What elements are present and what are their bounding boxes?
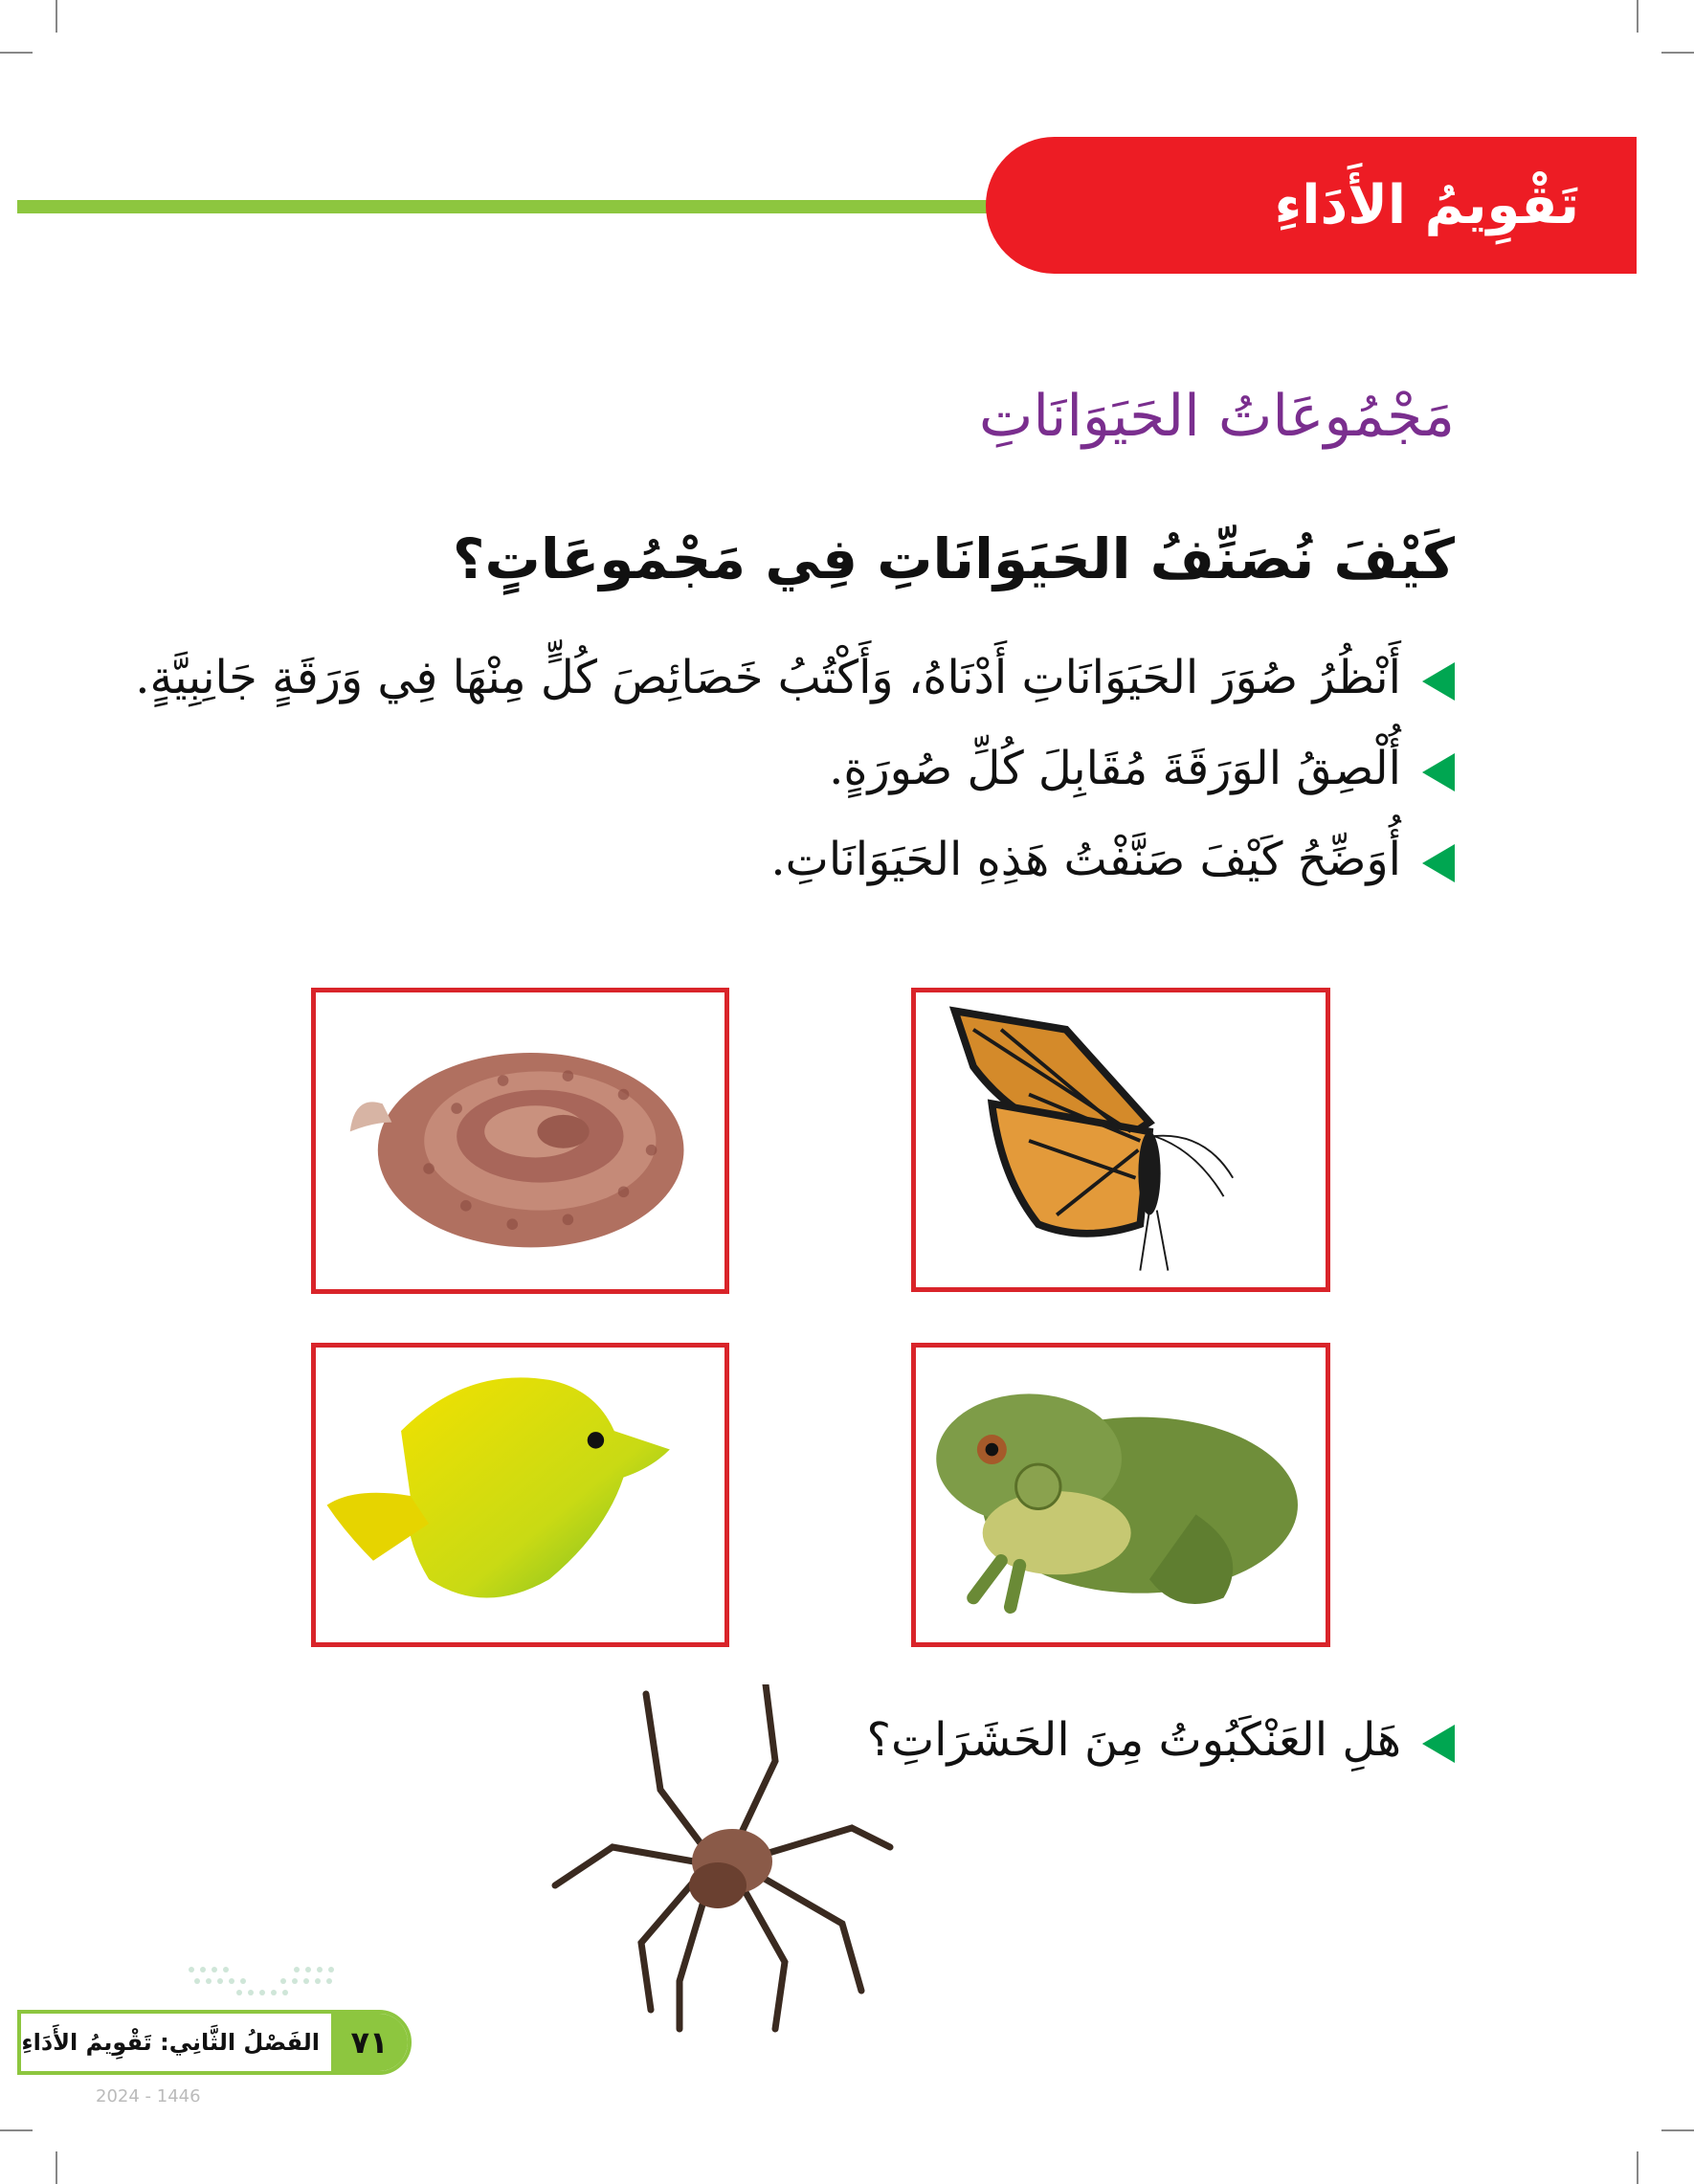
section-title: مَجْمُوعَاتُ الحَيَوَانَاتِ [978, 383, 1455, 450]
fish-image [316, 1348, 724, 1642]
crop-mark [1637, 0, 1638, 33]
ministry-logo-watermark [182, 1962, 345, 2004]
snake-image [316, 992, 724, 1289]
instruction-item [770, 833, 1455, 886]
crop-mark [1661, 52, 1694, 54]
instruction-item [135, 651, 1455, 704]
page-number: ٧١ [331, 2014, 408, 2071]
bullet-arrow-icon [1422, 844, 1455, 882]
crop-mark [56, 2151, 57, 2184]
header-banner [986, 137, 1637, 274]
footer-year: 2024 - 1446 [96, 2086, 201, 2106]
instruction-text: أُلْصِقُ الوَرَقَةَ مُقَابِلَ كُلِّ صُورَةٍ. [829, 742, 1401, 795]
crop-mark [0, 2129, 33, 2131]
main-question: كَيْفَ نُصَنِّفُ الحَيَوَانَاتِ فِي مَجْمُوعَاتٍ؟ [452, 526, 1455, 591]
header-green-bar [17, 200, 1022, 213]
crop-mark [1661, 2129, 1694, 2131]
bullet-arrow-icon [1422, 753, 1455, 791]
bullet-arrow-icon [1422, 662, 1455, 701]
butterfly-image [916, 992, 1326, 1287]
frog-image-frame [911, 1343, 1330, 1647]
instruction-item [866, 1713, 1455, 1767]
crop-mark [1637, 2151, 1638, 2184]
instruction-text: أَنْظُرُ صُوَرَ الحَيَوَانَاتِ أَدْنَاهُ، وَأَكْتُبُ خَصَائِصَ كُلٍّ مِنْهَا فِي وَرَقَةٍ جَانِبِيَّةٍ. [135, 651, 1401, 704]
instruction-item [829, 742, 1455, 795]
page-title: تَقْوِيمُ الأَدَاءِ [1274, 174, 1579, 236]
crop-mark [0, 52, 33, 54]
footer-page-label [17, 2010, 412, 2075]
crop-mark [56, 0, 57, 33]
frog-image [916, 1348, 1326, 1642]
instruction-text: أُوَضِّحُ كَيْفَ صَنَّفْتُ هَذِهِ الحَيَوَانَاتِ. [770, 833, 1401, 886]
spider-image [536, 1684, 919, 2039]
footer-chapter-text: الفَصْلُ الثَّانِي: تَقْوِيمُ الأَدَاءِ [21, 2029, 320, 2056]
bullet-arrow-icon [1422, 1725, 1455, 1763]
instruction-text: هَلِ العَنْكَبُوتُ مِنَ الحَشَرَاتِ؟ [866, 1713, 1401, 1767]
butterfly-image-frame [911, 988, 1330, 1292]
snake-image-frame [311, 988, 729, 1294]
fish-image-frame [311, 1343, 729, 1647]
